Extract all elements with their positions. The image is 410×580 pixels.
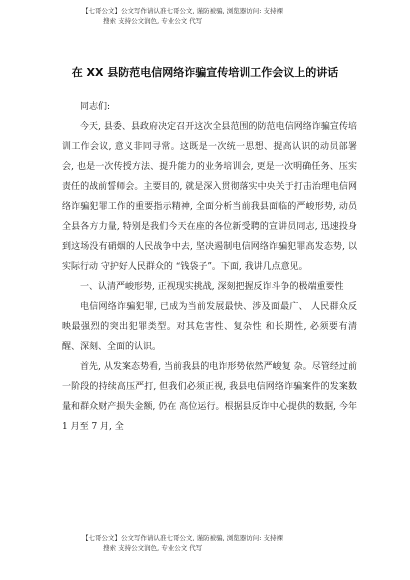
header-line-1: 【七哥公文】公文写作请认准七哥公文, 谨防被骗, 浏览器访问: 支持裸 (82, 7, 284, 15)
paragraph-overview: 电信网络诈骗犯罪, 已成为当前发展最快、涉及面最广、 人民群众反映最强烈的突出犯罪类型。对其危害性、复杂性 和长期性, 必须要有清醒、深刻、全面的认识。 (62, 302, 357, 352)
footer-line-2: 搜索 支持公文润色, 专业公文 代写 (103, 544, 203, 552)
paragraph-intro: 今天, 县委、县政府决定召开这次全县范围的防范电信网络诈骗宣传培训工作会议, 意义非同寻常。这既是一次统一思想、提高认识的动员部署会, 也是一次传授方法、提升能力的业务培训会, 更是一次明确任务、压实责任的战前誓师会。主要目的, 就是深入贯彻落实中央关于打击治理电信网络诈骗犯罪工作的重要指示精神, 全面分析当前我县面临的严峻形势, 动员全县各方力量, 特别是我们今天在座的各位新受聘的宣讲员同志, 迅速投身到这场没有硝烟的人民战争中去, 坚决遏制电信网络诈骗犯罪高发态势, 以实际行动 守护好人民群众的 “钱袋子”。下面, 我讲几点意见。 (62, 122, 357, 272)
page-footer (82, 533, 342, 553)
document-body (62, 92, 357, 437)
footer-line-1: 【七哥公文】公文写作请认准七哥公文, 谨防被骗, 浏览器访问: 支持裸 (82, 534, 284, 542)
paragraph-situation: 首先, 从发案态势看, 当前我县的电诈形势依然严峻复 杂。尽管经过前一阶段的持续高压严打, 但我们必须正视, 我县电信网络诈骗案件的发案数量和群众财产损失金额, 仍在 高位运行。根据县反诈中心提供的数据, 今年 1 月至 7 月, 全 (62, 362, 357, 432)
document-title: 在 XX 县防范电信网络诈骗宣传培训工作会议上的讲话 (71, 66, 339, 79)
page-header (82, 6, 342, 26)
header-line-2: 搜索 支持公文润色, 专业公文 代写 (103, 17, 203, 25)
section-heading: 一、认清严峻形势, 正视现实挑战, 深刻把握反诈斗争的极端重要性 (80, 282, 344, 292)
greeting: 同志们: (80, 102, 111, 112)
